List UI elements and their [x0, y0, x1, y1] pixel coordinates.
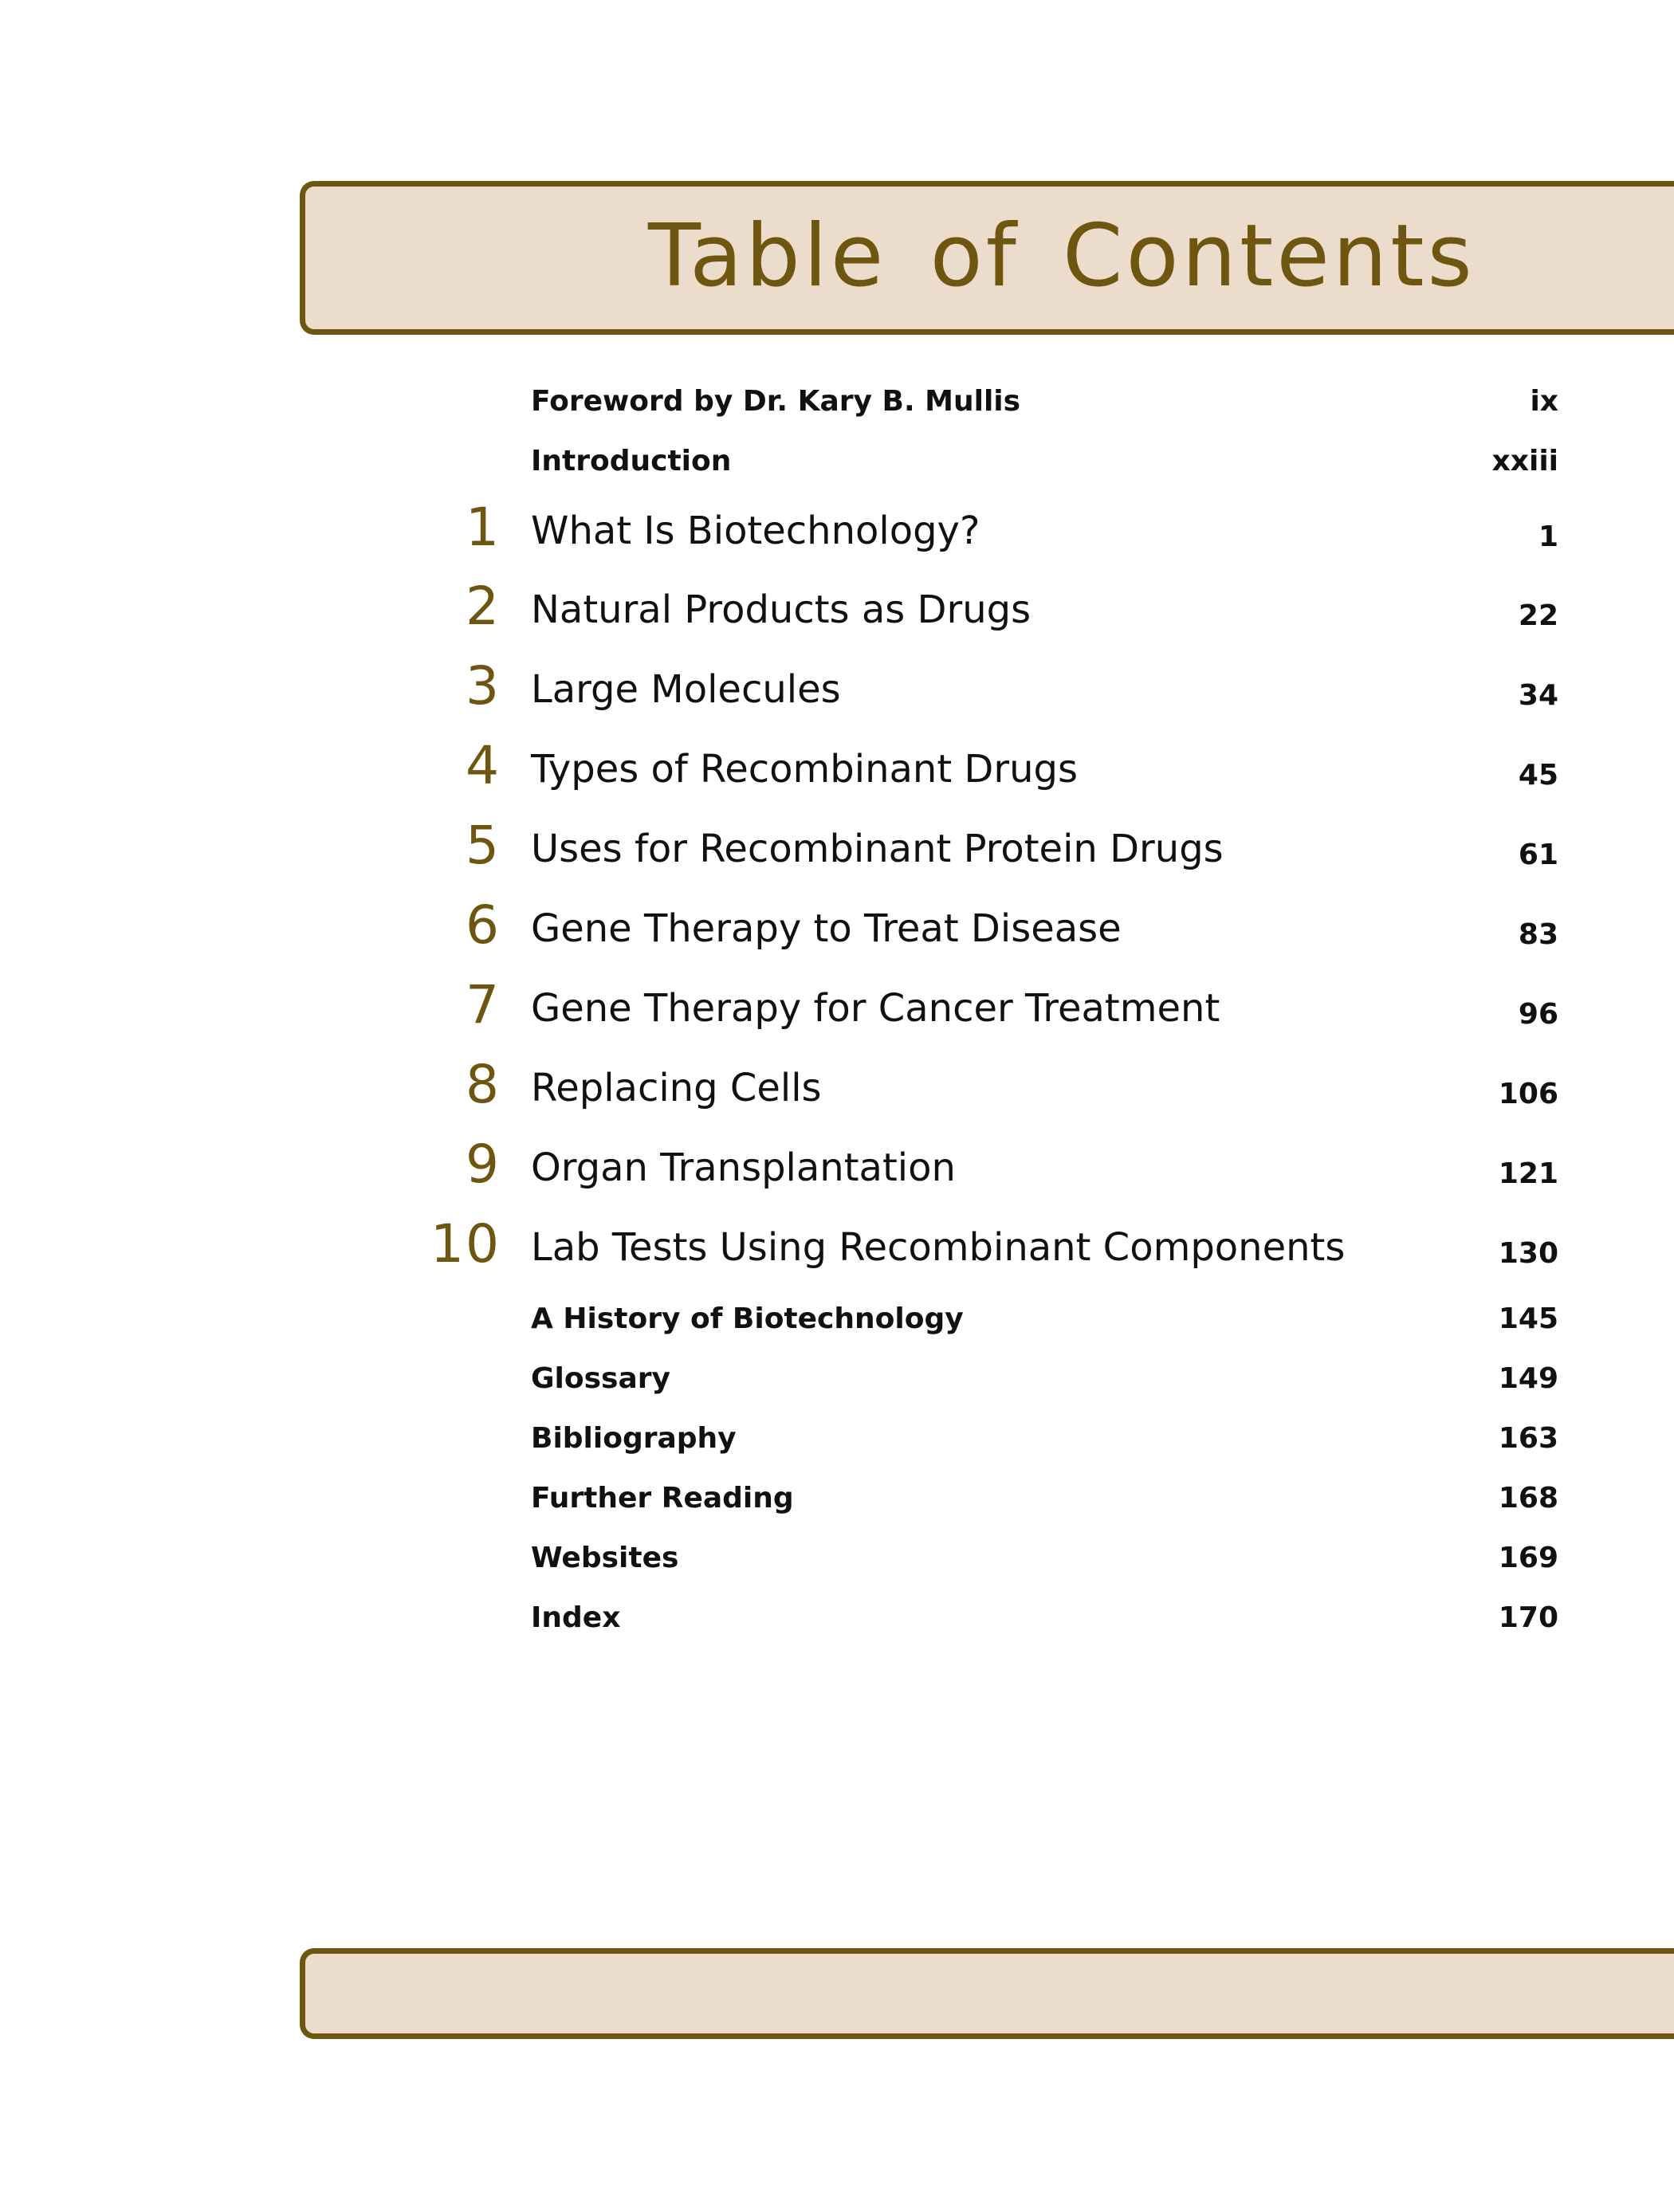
entry-title: Websites — [531, 1542, 679, 1574]
chapter-page-number: 22 — [1518, 599, 1558, 632]
chapter-number: 10 — [430, 1213, 501, 1275]
toc-chapter-6[interactable] — [0, 894, 1674, 961]
entry-title: Introduction — [531, 445, 732, 477]
chapter-page-number: 45 — [1518, 759, 1558, 792]
chapter-title: Uses for Recombinant Protein Drugs — [531, 827, 1224, 871]
entry-page-number: ix — [1530, 385, 1558, 418]
page-title: Table of Contents — [648, 206, 1476, 306]
chapter-title: Gene Therapy for Cancer Treatment — [531, 986, 1220, 1031]
entry-title: Glossary — [531, 1362, 670, 1395]
entry-title: A History of Biotechnology — [531, 1302, 964, 1335]
chapter-page-number: 130 — [1498, 1237, 1558, 1270]
toc-entry-index[interactable] — [0, 1594, 1674, 1642]
chapter-page-number: 106 — [1498, 1078, 1558, 1110]
chapter-title: Natural Products as Drugs — [531, 587, 1032, 632]
chapter-number: 4 — [466, 735, 501, 796]
chapter-title: Organ Transplantation — [531, 1145, 956, 1190]
toc-chapter-5[interactable] — [0, 817, 1674, 881]
chapter-title: Lab Tests Using Recombinant Components — [531, 1225, 1346, 1270]
chapter-number: 3 — [466, 655, 501, 717]
toc-chapter-4[interactable] — [0, 737, 1674, 801]
toc-chapter-8[interactable] — [0, 1056, 1674, 1120]
toc-entry-further-reading[interactable] — [0, 1475, 1674, 1522]
chapter-number: 7 — [466, 974, 501, 1035]
chapter-number: 8 — [466, 1054, 501, 1115]
toc-chapter-3[interactable] — [0, 655, 1674, 721]
entry-title: Index — [531, 1601, 621, 1634]
toc-chapter-9[interactable] — [0, 1136, 1674, 1200]
entry-page-number: 163 — [1498, 1422, 1558, 1455]
toc-chapter-7[interactable] — [0, 976, 1674, 1040]
chapter-title: Replacing Cells — [531, 1066, 822, 1110]
entry-title: Foreword by Dr. Kary B. Mullis — [531, 385, 1021, 418]
chapter-number: 2 — [466, 576, 501, 637]
chapter-number: 1 — [466, 497, 501, 558]
entry-title: Bibliography — [531, 1422, 737, 1455]
toc-entry-glossary[interactable] — [0, 1355, 1674, 1403]
toc-entry-bibliography[interactable] — [0, 1415, 1674, 1463]
toc-entry-foreword[interactable] — [0, 378, 1674, 426]
entry-page-number: 168 — [1498, 1482, 1558, 1515]
chapter-page-number: 61 — [1518, 839, 1558, 871]
toc-entry-introduction[interactable] — [0, 438, 1674, 485]
footer-banner — [300, 1948, 1674, 2039]
chapter-number: 6 — [466, 894, 501, 956]
entry-page-number: 169 — [1498, 1542, 1558, 1574]
chapter-page-number: 34 — [1518, 679, 1558, 712]
chapter-page-number: 83 — [1518, 918, 1558, 951]
entry-page-number: xxiii — [1491, 445, 1558, 477]
chapter-title: Large Molecules — [531, 667, 841, 712]
chapter-number: 9 — [466, 1134, 501, 1195]
chapter-page-number: 96 — [1518, 998, 1558, 1031]
entry-page-number: 145 — [1498, 1302, 1558, 1335]
entry-page-number: 149 — [1498, 1362, 1558, 1395]
chapter-number: 5 — [466, 815, 501, 876]
chapter-page-number: 121 — [1498, 1157, 1558, 1190]
chapter-title: Types of Recombinant Drugs — [531, 747, 1079, 792]
chapter-title: Gene Therapy to Treat Disease — [531, 906, 1122, 951]
toc-chapter-10[interactable] — [0, 1213, 1674, 1279]
chapter-title: What Is Biotechnology? — [531, 509, 980, 553]
chapter-page-number: 1 — [1538, 521, 1558, 553]
entry-page-number: 170 — [1498, 1601, 1558, 1634]
toc-chapter-2[interactable] — [0, 578, 1674, 642]
toc-entry-websites[interactable] — [0, 1534, 1674, 1582]
toc-chapter-1[interactable] — [0, 499, 1674, 563]
toc-entry-history[interactable] — [0, 1295, 1674, 1343]
entry-title: Further Reading — [531, 1482, 794, 1515]
